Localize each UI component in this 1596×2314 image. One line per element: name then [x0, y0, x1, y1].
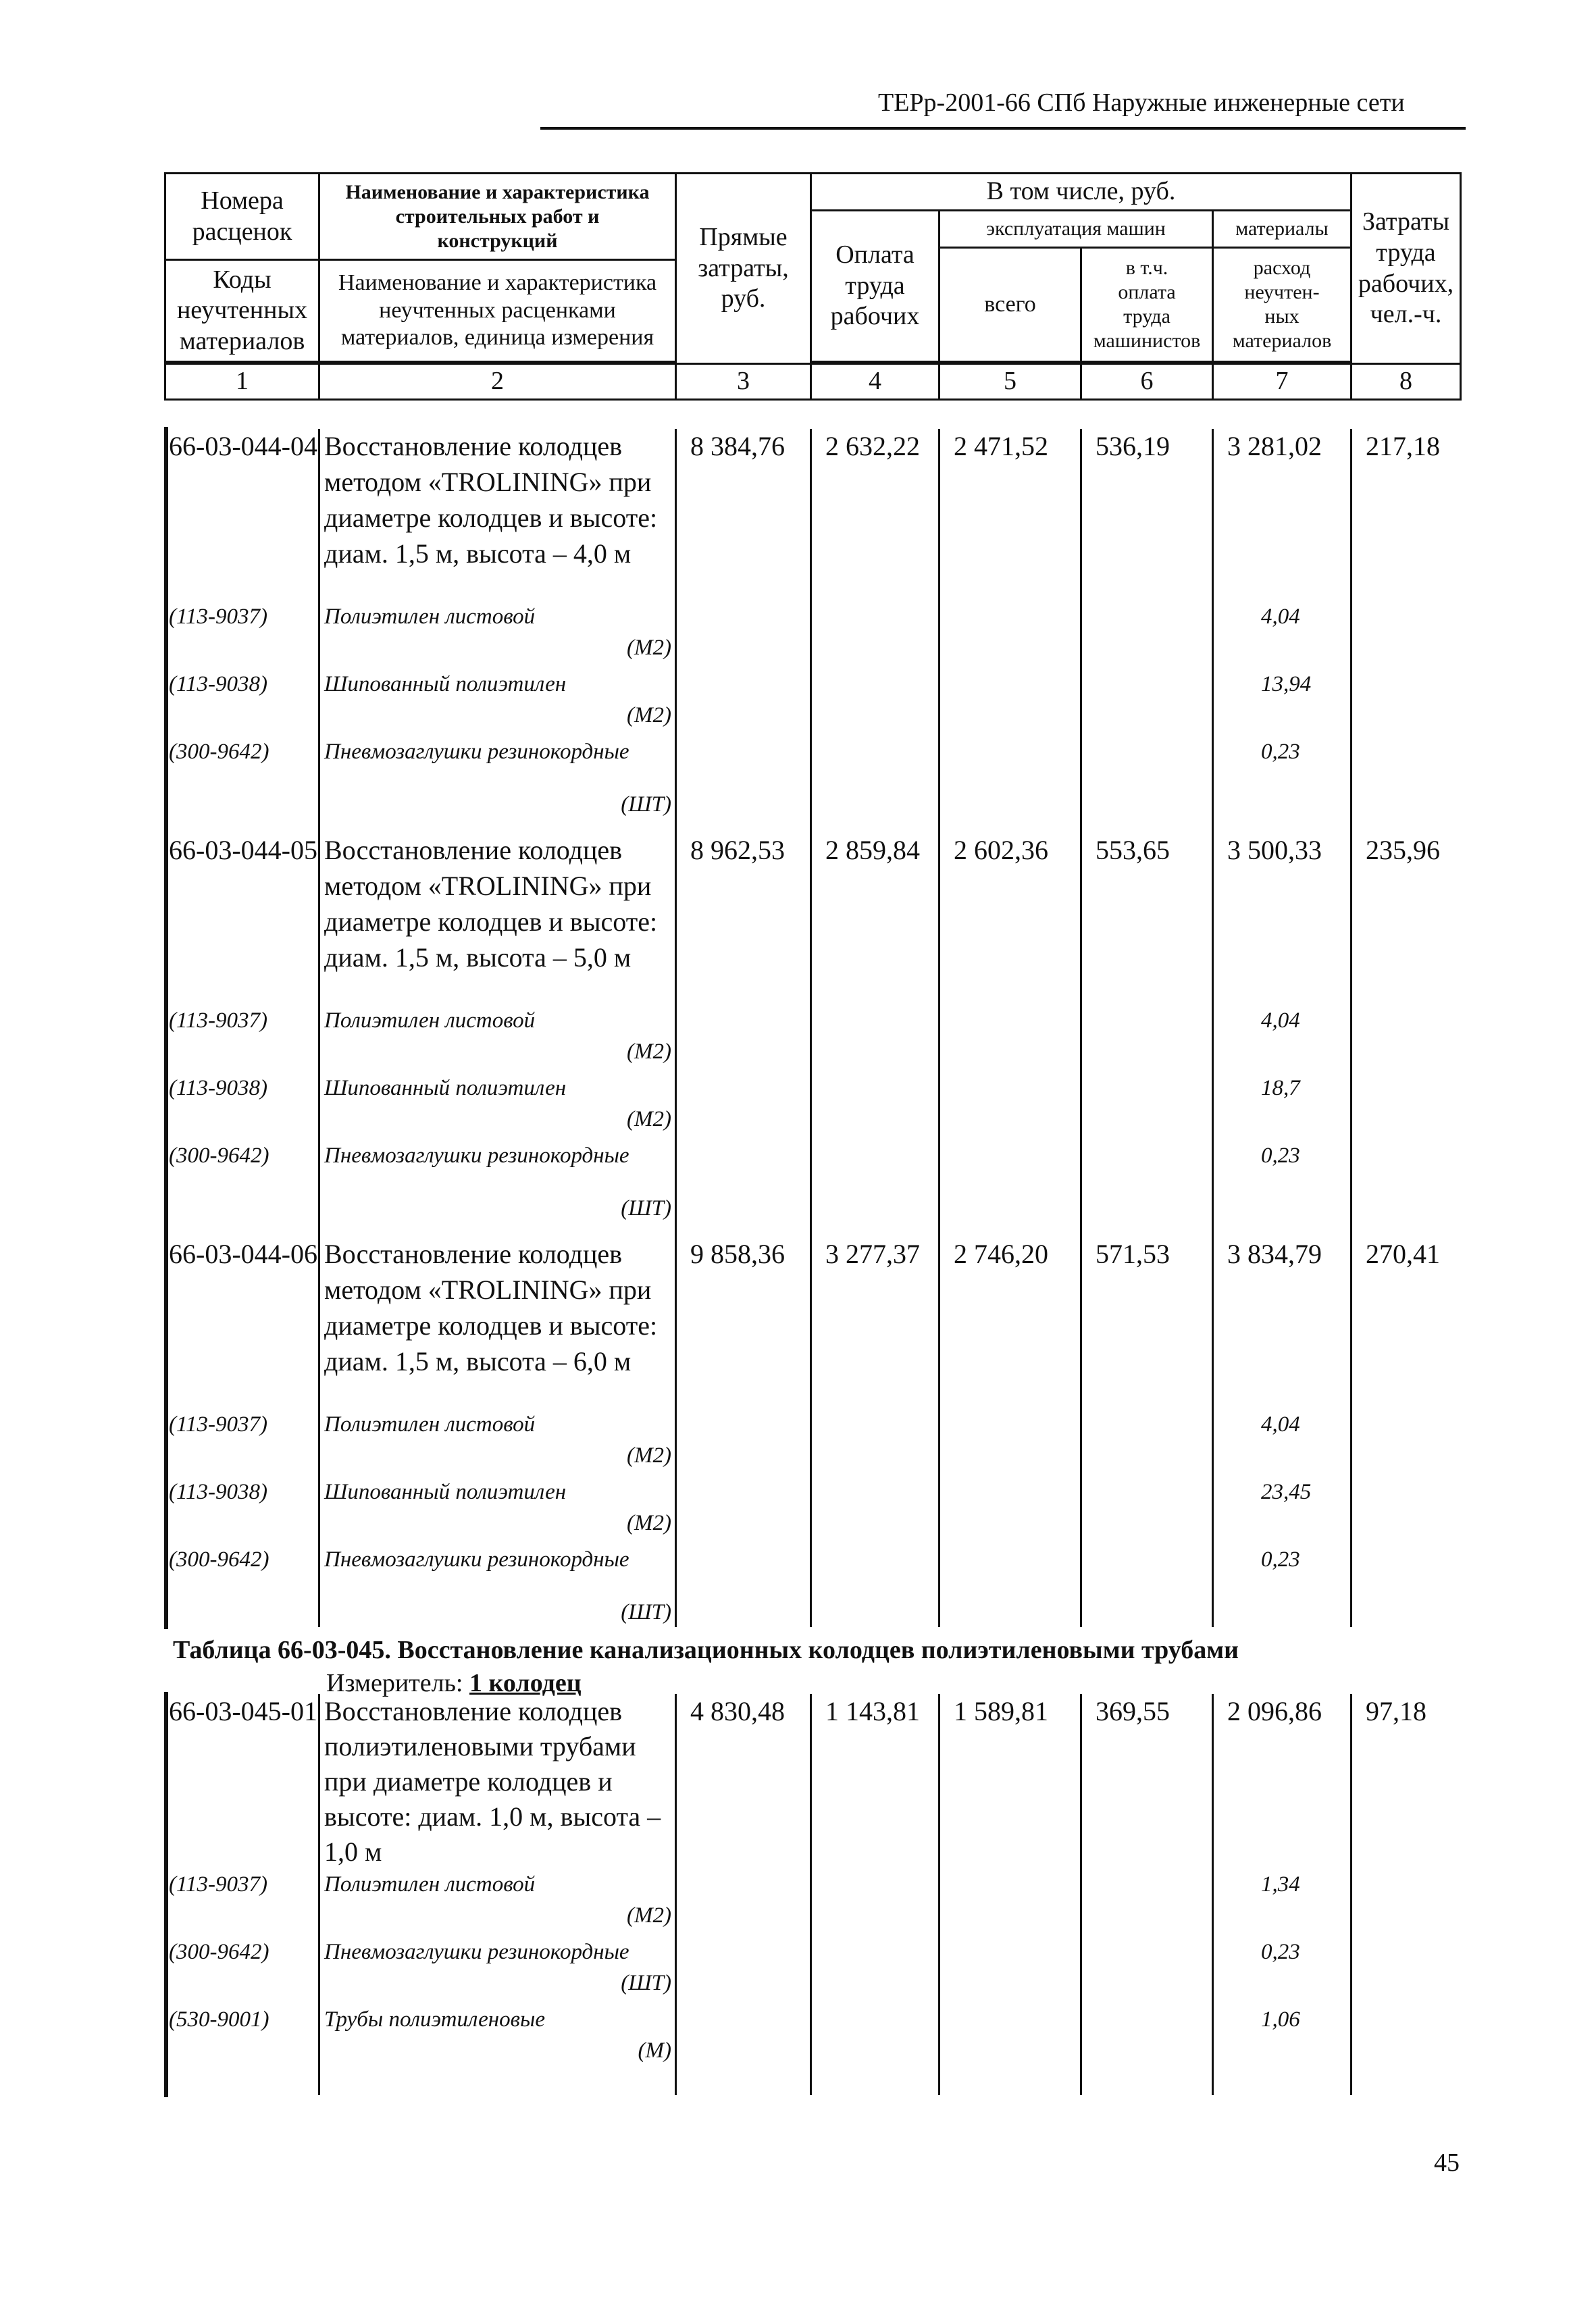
column-number: 8 [1352, 364, 1461, 400]
material-quantity: 18,7 [1261, 1076, 1300, 1100]
value-direct: 8 962,53 [690, 835, 785, 865]
value-labor-hours: 235,96 [1366, 835, 1440, 865]
header-col4: Оплата труда рабочих [811, 211, 939, 362]
rates-block-044 [164, 427, 1440, 1629]
rate-description-line: высоте: диам. 1,0 м, высота – [324, 1801, 661, 1832]
material-code: (530-9001) [169, 2007, 269, 2032]
material-quantity: 13,94 [1261, 672, 1312, 696]
rate-description-line: полиэтиленовыми трубами [324, 1731, 636, 1762]
material-code: (113-9037) [169, 1872, 268, 1897]
value-labor-pay: 2 859,84 [825, 835, 920, 865]
value-machines-total: 1 589,81 [954, 1696, 1048, 1726]
material-unit: (М2) [627, 1107, 671, 1131]
material-quantity: 0,23 [1261, 1940, 1300, 1964]
column-number: 6 [1081, 364, 1213, 400]
header-materials: материалы [1213, 211, 1352, 248]
page-header-title: ТЕРр-2001-66 СПб Наружные инженерные сети [878, 88, 1405, 117]
rate-code: 66-03-044-04 [169, 431, 317, 461]
value-direct: 4 830,48 [690, 1696, 785, 1726]
column-divider [1212, 1694, 1214, 2095]
material-quantity: 0,23 [1261, 740, 1300, 764]
column-divider [938, 1694, 940, 2095]
rate-description-line: диаметре колодцев и высоте: [324, 1310, 658, 1341]
column-number: 1 [165, 364, 319, 400]
material-quantity: 1,06 [1261, 2007, 1300, 2032]
material-quantity: 23,45 [1261, 1480, 1312, 1504]
material-name: Пневмозаглушки резинокордные [324, 740, 629, 764]
column-number: 5 [939, 364, 1081, 400]
material-unit: (М2) [627, 1443, 671, 1468]
rate-description-line: при диаметре колодцев и [324, 1766, 613, 1797]
value-labor-hours: 217,18 [1366, 431, 1440, 461]
column-divider [938, 429, 940, 1627]
rate-description-line: Восстановление колодцев [324, 1239, 623, 1269]
material-code: (300-9642) [169, 1143, 269, 1168]
rate-description-line: диаметре колодцев и высоте: [324, 906, 658, 937]
material-quantity: 4,04 [1261, 1008, 1300, 1033]
table-header [164, 172, 1462, 401]
value-materials: 2 096,86 [1227, 1696, 1322, 1726]
column-divider [810, 1694, 812, 2095]
material-name: Пневмозаглушки резинокордные [324, 1547, 629, 1572]
material-unit: (ШТ) [621, 1600, 671, 1624]
value-machinist-pay: 369,55 [1096, 1696, 1170, 1726]
material-name: Полиэтилен листовой [324, 1872, 536, 1897]
material-code: (300-9642) [169, 1547, 269, 1572]
value-labor-pay: 1 143,81 [825, 1696, 920, 1726]
measure-label: Измеритель: [326, 1669, 463, 1697]
material-name: Шипованный полиэтилен [324, 1480, 567, 1504]
column-number: 2 [319, 364, 676, 400]
material-name: Трубы полиэтиленовые [324, 2007, 546, 2032]
rates-block-045 [164, 1692, 1426, 2097]
rate-description-line: 1,0 м [324, 1836, 382, 1867]
rate-code: 66-03-044-05 [169, 835, 317, 865]
material-quantity: 0,23 [1261, 1143, 1300, 1168]
material-name: Полиэтилен листовой [324, 1008, 536, 1033]
rate-description-line: диам. 1,5 м, высота – 4,0 м [324, 538, 632, 569]
header-col8: Затраты труда рабочих, чел.-ч. [1352, 174, 1461, 364]
material-name: Полиэтилен листовой [324, 1412, 536, 1437]
value-labor-hours: 270,41 [1366, 1239, 1440, 1269]
value-machines-total: 2 471,52 [954, 431, 1048, 461]
value-direct: 8 384,76 [690, 431, 785, 461]
column-divider [1212, 429, 1214, 1627]
measure-line [326, 1668, 582, 1698]
value-machines-total: 2 746,20 [954, 1239, 1048, 1269]
column-number: 3 [676, 364, 811, 400]
rate-description-line: методом «TROLINING» при [324, 1275, 652, 1305]
material-code: (113-9038) [169, 1076, 268, 1100]
material-unit: (М2) [627, 703, 671, 727]
table-title: Таблица 66-03-045. Восстановление канализационных колодцев полиэтиленовыми трубами [173, 1636, 1239, 1664]
header-col5: всего [939, 248, 1081, 362]
material-unit: (ШТ) [621, 1196, 671, 1220]
material-quantity: 4,04 [1261, 1412, 1300, 1437]
material-name: Пневмозаглушки резинокордные [324, 1143, 629, 1168]
value-machinist-pay: 536,19 [1096, 431, 1170, 461]
column-divider [1350, 1694, 1352, 2095]
material-name: Шипованный полиэтилен [324, 1076, 567, 1100]
value-labor-hours: 97,18 [1366, 1696, 1426, 1726]
value-labor-pay: 3 277,37 [825, 1239, 920, 1269]
material-unit: (М2) [627, 636, 671, 660]
column-number: 7 [1213, 364, 1352, 400]
column-divider [1350, 429, 1352, 1627]
header-col3: Прямые затраты, руб. [676, 174, 811, 364]
rate-description-line: методом «TROLINING» при [324, 467, 652, 497]
value-machinist-pay: 553,65 [1096, 835, 1170, 865]
material-unit: (ШТ) [621, 1971, 671, 1995]
material-unit: (М2) [627, 1039, 671, 1064]
header-col2-bottom: Наименование и характеристика неучтенных расценками материалов, единица измерения [319, 260, 676, 362]
material-code: (113-9038) [169, 1480, 268, 1504]
value-machines-total: 2 602,36 [954, 835, 1048, 865]
value-machinist-pay: 571,53 [1096, 1239, 1170, 1269]
material-unit: (М2) [627, 1903, 671, 1928]
rate-code: 66-03-044-06 [169, 1239, 317, 1269]
rate-description-line: диам. 1,5 м, высота – 6,0 м [324, 1346, 632, 1377]
header-rule [540, 127, 1466, 130]
rate-description-line: Восстановление колодцев [324, 1696, 623, 1726]
column-divider [675, 429, 677, 1627]
material-code: (113-9037) [169, 605, 268, 629]
header-col2-top: Наименование и характеристика строительных работ и конструкций [319, 174, 676, 260]
value-labor-pay: 2 632,22 [825, 431, 920, 461]
material-code: (113-9037) [169, 1008, 268, 1033]
column-divider [675, 1694, 677, 2095]
value-materials: 3 281,02 [1227, 431, 1322, 461]
material-quantity: 4,04 [1261, 605, 1300, 629]
header-col7: расход неучтен- ных материалов [1213, 248, 1352, 362]
rate-description-line: диам. 1,5 м, высота – 5,0 м [324, 942, 632, 973]
material-name: Полиэтилен листовой [324, 605, 536, 629]
value-materials: 3 834,79 [1227, 1239, 1322, 1269]
column-divider [1080, 429, 1082, 1627]
material-code: (300-9642) [169, 740, 269, 764]
column-divider [1080, 1694, 1082, 2095]
header-col1-bottom: Коды неучтенных материалов [165, 260, 319, 362]
rate-code: 66-03-045-01 [169, 1696, 317, 1726]
material-quantity: 1,34 [1261, 1872, 1300, 1897]
material-name: Пневмозаглушки резинокордные [324, 1940, 629, 1964]
value-materials: 3 500,33 [1227, 835, 1322, 865]
material-unit: (М2) [627, 1511, 671, 1535]
material-unit: (М) [638, 2038, 671, 2063]
header-machines: эксплуатация машин [939, 211, 1213, 248]
page-number: 45 [1434, 2149, 1460, 2177]
column-divider [318, 1694, 320, 2095]
rate-description-line: диаметре колодцев и высоте: [324, 503, 658, 533]
header-col1-top: Номера расценок [165, 174, 319, 260]
material-name: Шипованный полиэтилен [324, 672, 567, 696]
column-number: 4 [811, 364, 939, 400]
header-group: В том числе, руб. [811, 174, 1352, 211]
material-unit: (ШТ) [621, 792, 671, 817]
rate-description-line: Восстановление колодцев [324, 835, 623, 865]
material-code: (113-9037) [169, 1412, 268, 1437]
rate-description-line: методом «TROLINING» при [324, 871, 652, 901]
column-divider [810, 429, 812, 1627]
rate-description-line: Восстановление колодцев [324, 431, 623, 461]
material-code: (113-9038) [169, 672, 268, 696]
material-code: (300-9642) [169, 1940, 269, 1964]
value-direct: 9 858,36 [690, 1239, 785, 1269]
measure-value: 1 колодец [469, 1669, 582, 1697]
header-col6: в т.ч. оплата труда машинистов [1081, 248, 1213, 362]
material-quantity: 0,23 [1261, 1547, 1300, 1572]
